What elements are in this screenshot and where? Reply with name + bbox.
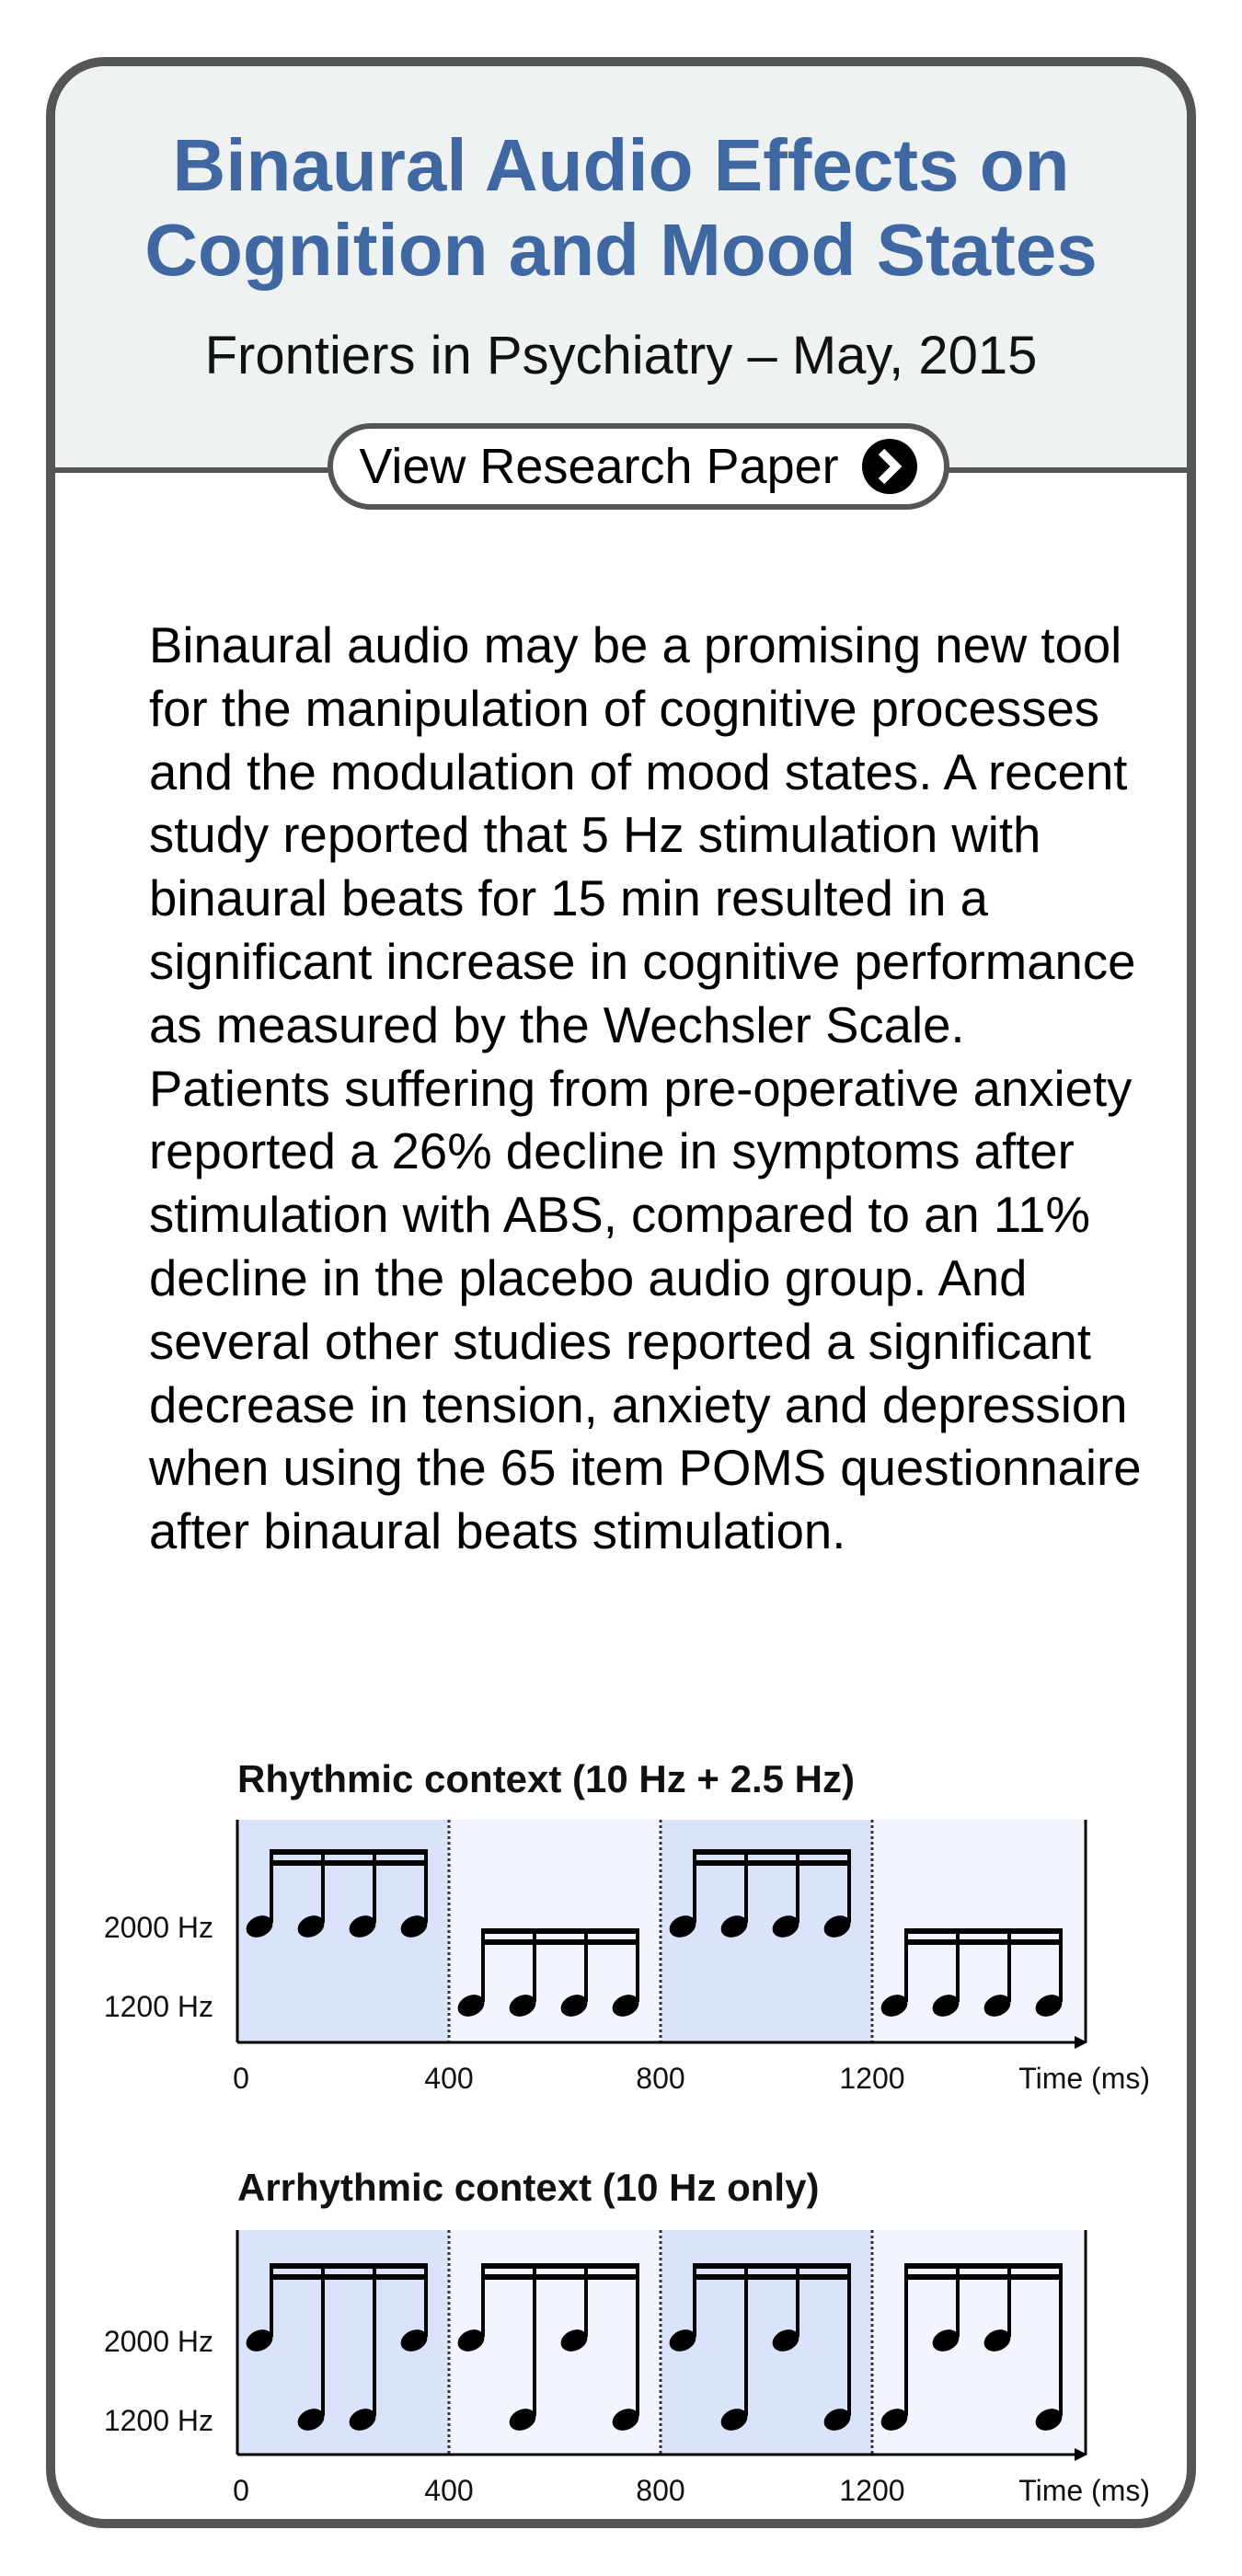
note-beam: [693, 2263, 851, 2269]
note-beam: [904, 1939, 1063, 1945]
x-axis-label: Time (ms): [1018, 2474, 1150, 2507]
pitch-label-low: 1200 Hz: [103, 1990, 213, 2023]
x-tick-label: 1200: [839, 2062, 905, 2095]
x-tick-label: 400: [424, 2474, 474, 2507]
title-line-2: Cognition and Mood States: [144, 209, 1098, 291]
summary-paragraph: Binaural audio may be a promising new tool for the manipulation of cognitive processes and the modulation of mood states. A recent study reported that 5 Hz stimulation with binaural beats for 15 min resulted in a significant increase in cognitive performance as measured by the Wechsler Scale. Patients suffering from pre-operative anxiety reported a 26% decline in symptoms after stimulation with ABS, compared to an 11% decline in the placebo audio group. And several other studies reported a significant decrease in tension, anxiety and depression when using the 65 item POMS questionnaire after binaural beats stimulation.: [149, 617, 1142, 1560]
x-tick-label: 800: [636, 2474, 685, 2507]
x-tick-label: 0: [233, 2474, 249, 2507]
view-research-paper-label: View Research Paper: [359, 439, 839, 494]
pitch-label-low: 1200 Hz: [103, 2404, 213, 2437]
pitch-label-high: 2000 Hz: [103, 1911, 213, 1944]
note-beam: [270, 1860, 428, 1866]
journal-subtitle: Frontiers in Psychiatry – May, 2015: [204, 326, 1038, 385]
x-axis-label: Time (ms): [1018, 2062, 1150, 2095]
x-tick-label: 1200: [839, 2474, 905, 2507]
x-tick-label: 0: [233, 2062, 249, 2095]
x-tick-label: 800: [636, 2062, 685, 2095]
x-tick-label: 400: [424, 2062, 474, 2095]
diagram-title-1: Rhythmic context (10 Hz + 2.5 Hz): [237, 1757, 855, 1800]
pitch-label-high: 2000 Hz: [103, 2325, 213, 2358]
note-beam: [481, 1928, 639, 1934]
title-line-1: Binaural Audio Effects on: [172, 124, 1070, 206]
note-beam: [481, 2263, 639, 2269]
note-beam: [481, 2274, 639, 2280]
note-beam: [270, 1849, 428, 1855]
note-beam: [270, 2274, 428, 2280]
note-beam: [904, 2274, 1063, 2280]
note-beam: [270, 2263, 428, 2269]
note-beam: [481, 1939, 639, 1945]
note-beam: [904, 2263, 1063, 2269]
note-beam: [693, 1860, 851, 1866]
note-beam: [693, 1849, 851, 1855]
note-beam: [693, 2274, 851, 2280]
diagram-title-2: Arrhythmic context (10 Hz only): [237, 2166, 820, 2209]
note-beam: [904, 1928, 1063, 1934]
